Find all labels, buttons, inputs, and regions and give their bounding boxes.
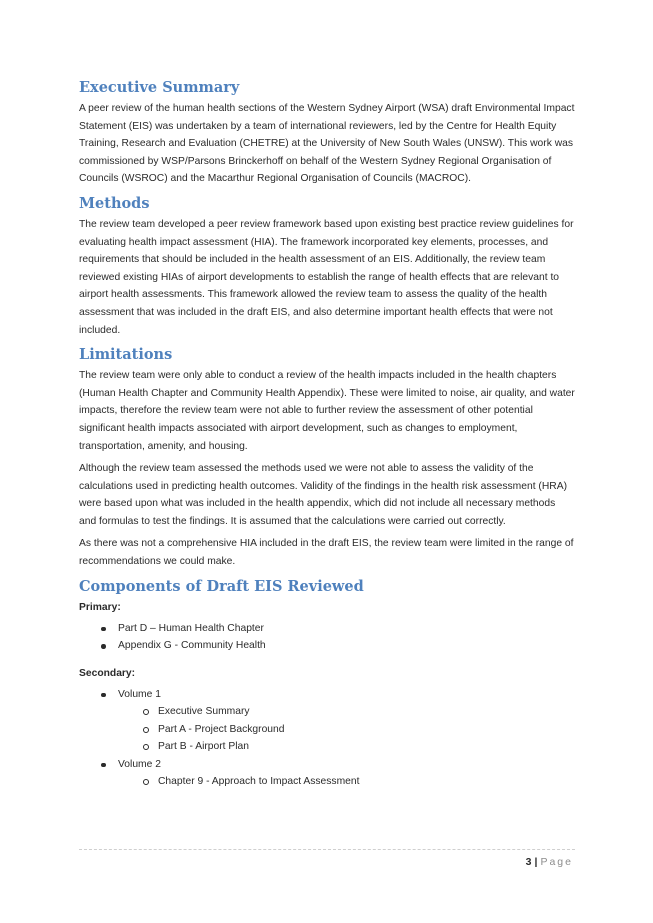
page-number: 3 — [525, 856, 532, 868]
list-item: Part B - Airport Plan — [118, 738, 575, 755]
limitations-paragraph: As there was not a comprehensive HIA included in the draft EIS, the review team were limited in the range of recommendations we could make. — [79, 538, 574, 568]
limitations-paragraph: The review team were only able to conduct a review of the health impacts included in the health chapters (Human Health Chapter and Community Health Appendix). These were limited to noise, air quality, and water impacts, therefore the review team were not able to further review the assessment of other potential significant health impacts associated with airport development, such as changes to employment, transportation, amenity, and housing. — [79, 370, 575, 452]
limitations-paragraph: Although the review team assessed the methods used we were not able to assess the validity of the calculations used in predicting health outcomes. Validity of the findings in the health risk assessment (HRA) were based upon what was included in the health appendix, which did not include all necessary methods and formulas to test the findings. It is assumed that the calculations were carried out correctly. — [79, 463, 568, 527]
methods-heading: Methods — [79, 194, 150, 212]
primary-list — [79, 620, 575, 655]
executive-summary-heading: Executive Summary — [79, 79, 240, 96]
list-item: Executive Summary — [118, 703, 575, 720]
list-item-volume-2 — [79, 756, 575, 791]
page-footer — [526, 856, 573, 868]
footer-divider — [79, 849, 575, 850]
page-word: Page — [540, 856, 573, 868]
methods-paragraph: The review team developed a peer review framework based upon existing best practice review guidelines for evaluating health impact assessment (HIA). The framework incorporated key elements, processes, and requirements that should be included in the health assessment of an EIS. Additionally, the review team reviewed existing HIAs of airport developments to establish the range of health effects that are relevant to airport health assessments. This framework allowed the review team to assess the quality of the health assessment that was included in the draft EIS, and also determine important health effects that were not included. — [79, 218, 574, 336]
secondary-list — [79, 686, 575, 791]
list-item: Part D – Human Health Chapter — [79, 620, 575, 638]
list-item: Part A - Project Background — [118, 721, 575, 738]
footer-separator: | — [534, 856, 538, 868]
volume-2-sublist — [118, 773, 575, 790]
secondary-label: Secondary: — [79, 667, 136, 679]
list-item: Chapter 9 - Approach to Impact Assessment — [118, 773, 575, 790]
limitations-heading: Limitations — [79, 346, 173, 364]
list-item-volume-1 — [79, 686, 575, 756]
executive-summary-paragraph: A peer review of the human health sections of the Western Sydney Airport (WSA) draft Environmental Impact Statement (EIS) was undertaken by a team of international reviewers, led by the Centre for Health Equity Training, Research and Evaluation (CHETRE) at the University of New South Wales (UNSW). This work was commissioned by WSP/Parsons Brinckerhoff on behalf of the Western Sydney Regional Organisation of Councils (WSROC) and the Macarthur Regional Organisation of Councils (MACROC). — [79, 103, 575, 185]
components-heading: Components of Draft EIS Reviewed — [79, 577, 364, 595]
list-item: Appendix G - Community Health — [79, 637, 575, 655]
document-page — [79, 78, 575, 791]
volume-1-label: Volume 1 — [118, 688, 161, 700]
primary-label: Primary: — [79, 601, 121, 613]
volume-1-sublist — [118, 703, 575, 755]
volume-2-label: Volume 2 — [118, 758, 161, 770]
